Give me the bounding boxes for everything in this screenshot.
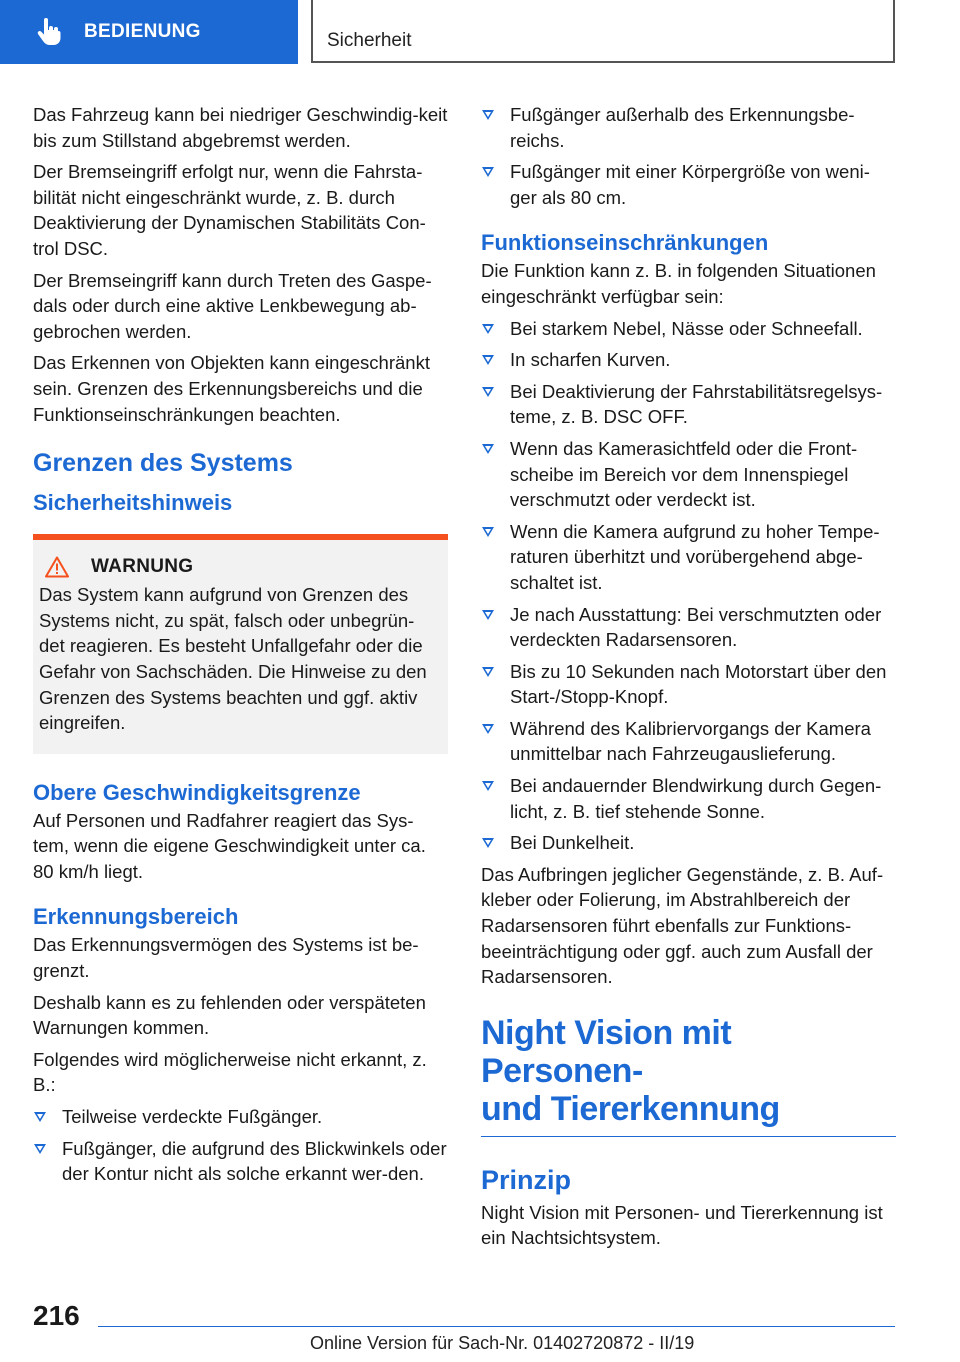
list-item-text: Fußgänger außerhalb des Erkennungsbe-reichs. — [510, 104, 855, 151]
footer-online-version: Online Version für Sach-Nr. 01402720872 - II/19 — [310, 1333, 695, 1353]
list-item — [481, 347, 896, 373]
paragraph: Das Aufbringen jeglicher Gegenstände, z. B. Auf-kleber oder Folierung, im Abstrahlbereich der Radarsensoren führt ebenfalls zur Funktions-beeinträchtigung oder ggf. auch zum Ausfall der Radarsensoren. — [481, 863, 884, 988]
triangle-bullet-icon — [482, 724, 494, 734]
triangle-bullet-icon — [482, 444, 494, 454]
paragraph: Der Bremseingriff kann durch Treten des Gaspe-dals oder durch eine aktive Lenkbewegung ab-gebrochen werden. — [33, 269, 432, 342]
tab-bedienung-label: BEDIENUNG — [84, 21, 201, 42]
heading-detection-range: Erkennungsbereich — [33, 904, 239, 930]
list-item-text: Wenn das Kamerasichtfeld oder die Front-scheibe im Bereich vor dem Innenspiegel verschmutzt oder verdeckt ist. — [510, 437, 858, 511]
right-column — [481, 102, 896, 1257]
list-item — [481, 602, 896, 653]
triangle-bullet-icon — [482, 387, 494, 397]
section-title-box — [311, 0, 895, 63]
detection-list — [33, 1104, 448, 1187]
list-item-text: Wenn die Kamera aufgrund zu hoher Tempe-raturen überhitzt und vorübergehend abge-schaltet ist. — [510, 520, 880, 593]
triangle-bullet-icon — [482, 167, 494, 177]
list-item-text: Bei starkem Nebel, Nässe oder Schneefall. — [510, 317, 863, 339]
list-item — [481, 102, 896, 153]
paragraph: Folgendes wird möglicherweise nicht erkannt, z. B.: — [33, 1048, 427, 1096]
paragraph: Der Bremseingriff erfolgt nur, wenn die Fahrsta-bilität nicht eingeschränkt wurde, z. B. durch Deaktivierung der Dynamischen Stabilitäts Con-trol DSC. — [33, 161, 426, 259]
heading-upper-speed-limit: Obere Geschwindigkeitsgrenze — [33, 779, 361, 805]
list-item — [481, 436, 896, 513]
function-restriction-list — [481, 316, 896, 856]
paragraph: Night Vision mit Personen- und Tiererkennung ist ein Nachtsichtsystem. — [481, 1201, 883, 1249]
triangle-bullet-icon — [482, 667, 494, 677]
list-item-text: Bei Deaktivierung der Fahrstabilitätsregelsys-teme, z. B. DSC OFF. — [510, 380, 883, 428]
detection-list-continued — [481, 102, 896, 210]
list-item-text: Bis zu 10 Sekunden nach Motorstart über den Start-/Stopp-Knopf. — [510, 660, 887, 708]
triangle-bullet-icon — [482, 838, 494, 848]
list-item — [481, 519, 896, 596]
list-item — [481, 159, 896, 210]
triangle-bullet-icon — [34, 1144, 46, 1154]
list-item-text: Bei Dunkelheit. — [510, 832, 635, 854]
heading-night-vision-line1: Night Vision mit Personen- — [481, 1013, 732, 1090]
paragraph: Auf Personen und Radfahrer reagiert das Sys-tem, wenn die eigene Geschwindigkeit unter ca. 80 km/h liegt. — [33, 809, 426, 882]
triangle-bullet-icon — [34, 1112, 46, 1122]
hand-pointer-icon — [34, 17, 64, 47]
triangle-bullet-icon — [482, 110, 494, 120]
list-item — [481, 316, 896, 342]
list-item — [33, 1104, 448, 1130]
heading-night-vision-line2: und Tiererkennung — [481, 1089, 780, 1128]
triangle-bullet-icon — [482, 610, 494, 620]
triangle-bullet-icon — [482, 355, 494, 365]
list-item — [481, 773, 896, 824]
paragraph: Das Erkennen von Objekten kann eingeschränkt sein. Grenzen des Erkennungsbereichs und die Funktionseinschränkungen beachten. — [33, 352, 430, 425]
paragraph: Das Erkennungsvermögen des Systems ist be-grenzt. — [33, 934, 419, 982]
triangle-bullet-icon — [482, 324, 494, 334]
list-item — [481, 830, 896, 856]
list-item-text: Bei andauernder Blendwirkung durch Gegen-licht, z. B. tief stehende Sonne. — [510, 775, 882, 822]
list-item — [481, 379, 896, 430]
warning-title: WARNUNG — [91, 556, 194, 578]
heading-safety-note: Sicherheitshinweis — [33, 490, 233, 516]
paragraph: Die Funktion kann z. B. in folgenden Situationen eingeschränkt verfügbar sein: — [481, 260, 876, 307]
list-item — [481, 716, 896, 767]
page-header — [0, 0, 960, 66]
list-item-text: Je nach Ausstattung: Bei verschmutzten oder verdeckten Radarsensoren. — [510, 603, 882, 651]
paragraph: Das Fahrzeug kann bei niedriger Geschwindig-keit bis zum Stillstand abgebremst werden. — [33, 104, 448, 151]
heading-night-vision — [481, 1014, 896, 1128]
left-column — [33, 102, 448, 1193]
footer-divider — [98, 1326, 895, 1327]
list-item — [481, 659, 896, 710]
paragraph: Deshalb kann es zu fehlenden oder verspäteten Warnungen kommen. — [33, 991, 426, 1039]
list-item-text: Fußgänger, die aufgrund des Blickwinkels oder der Kontur nicht als solche erkannt wer-den. — [62, 1137, 447, 1185]
tab-bedienung[interactable] — [0, 0, 298, 64]
warning-triangle-icon — [45, 556, 69, 578]
heading-divider — [481, 1136, 896, 1137]
heading-principle: Prinzip — [481, 1164, 572, 1195]
list-item-text: Teilweise verdeckte Fußgänger. — [62, 1106, 323, 1128]
heading-system-limits: Grenzen des Systems — [33, 449, 293, 478]
warning-header — [39, 556, 440, 578]
list-item — [33, 1136, 448, 1187]
triangle-bullet-icon — [482, 527, 494, 537]
warning-text: Das System kann aufgrund von Grenzen des Systems nicht, zu spät, falsch oder unbegrün-det reagieren. Es besteht Unfallgefahr oder die Gefahr von Sachschäden. Die Hinweise zu den Grenzen des Systems beachten und ggf. aktiv eingreifen. — [39, 584, 427, 734]
page-number: 216 — [33, 1300, 80, 1331]
section-title: Sicherheit — [327, 30, 412, 51]
heading-function-restrictions: Funktionseinschränkungen — [481, 230, 769, 256]
list-item-text: Fußgänger mit einer Körpergröße von weni-ger als 80 cm. — [510, 161, 870, 208]
list-item-text: In scharfen Kurven. — [510, 349, 671, 371]
triangle-bullet-icon — [482, 781, 494, 791]
warning-box — [33, 534, 448, 754]
list-item-text: Während des Kalibriervorgangs der Kamera unmittelbar nach Fahrzeugauslieferung. — [510, 717, 871, 765]
